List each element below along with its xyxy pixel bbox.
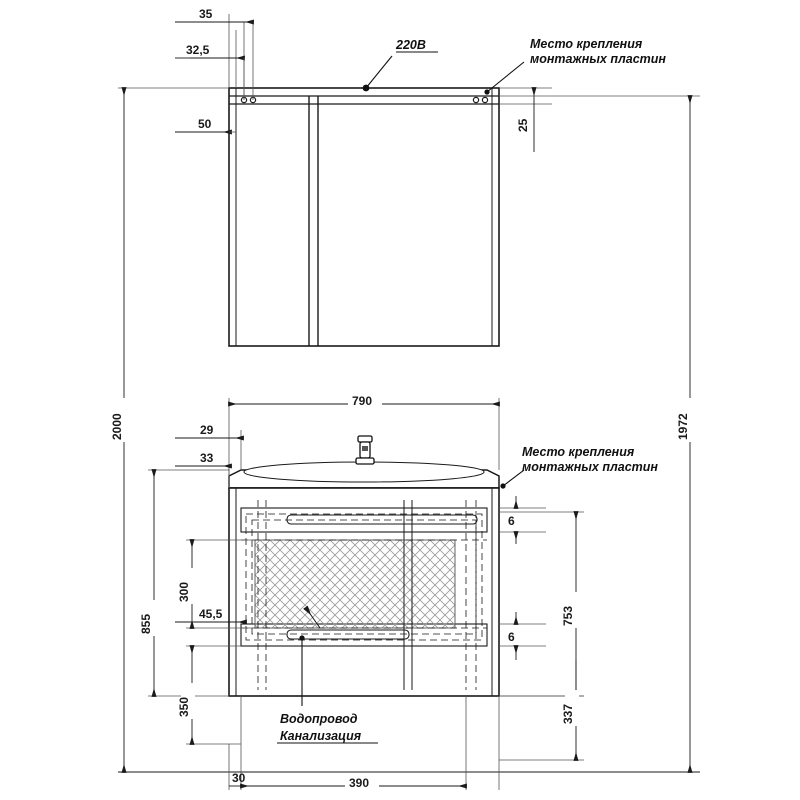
dim-855-label: 855 [139, 613, 153, 634]
note-220v-label: 220В [396, 38, 426, 52]
dim-50-label: 50 [198, 117, 212, 131]
note-water-line2: Канализация [280, 729, 362, 743]
dim-337-label: 337 [561, 703, 575, 724]
dim-33-label: 33 [200, 451, 214, 465]
note-water-line1: Водопровод [280, 712, 358, 726]
dim-29-label: 29 [200, 423, 214, 437]
dim-6-bottom-label: 6 [508, 630, 515, 644]
dim-790-label: 790 [352, 394, 373, 408]
note-mount-bottom-line2: монтажных пластин [522, 460, 658, 474]
dim-2000-label: 2000 [110, 413, 124, 440]
dim-32-5-label: 32,5 [186, 43, 210, 57]
dim-bottom-partial-1-label: 30 [232, 771, 246, 785]
dim-bottom-partial-2-label: 390 [349, 776, 370, 790]
dim-45-5-label: 45,5 [199, 607, 223, 621]
dim-35-label: 35 [199, 7, 213, 21]
note-mount-top-line1: Место крепления [530, 37, 643, 51]
dim-25-label: 25 [516, 118, 530, 132]
note-mount-bottom-line1: Место крепления [522, 445, 635, 459]
dim-300-label: 300 [177, 581, 191, 602]
dim-6-top-label: 6 [508, 514, 515, 528]
dim-350-label: 350 [177, 696, 191, 717]
dim-1972-label: 1972 [676, 413, 690, 440]
note-mount-top-line2: монтажных пластин [530, 52, 666, 66]
dim-753-label: 753 [561, 605, 575, 626]
